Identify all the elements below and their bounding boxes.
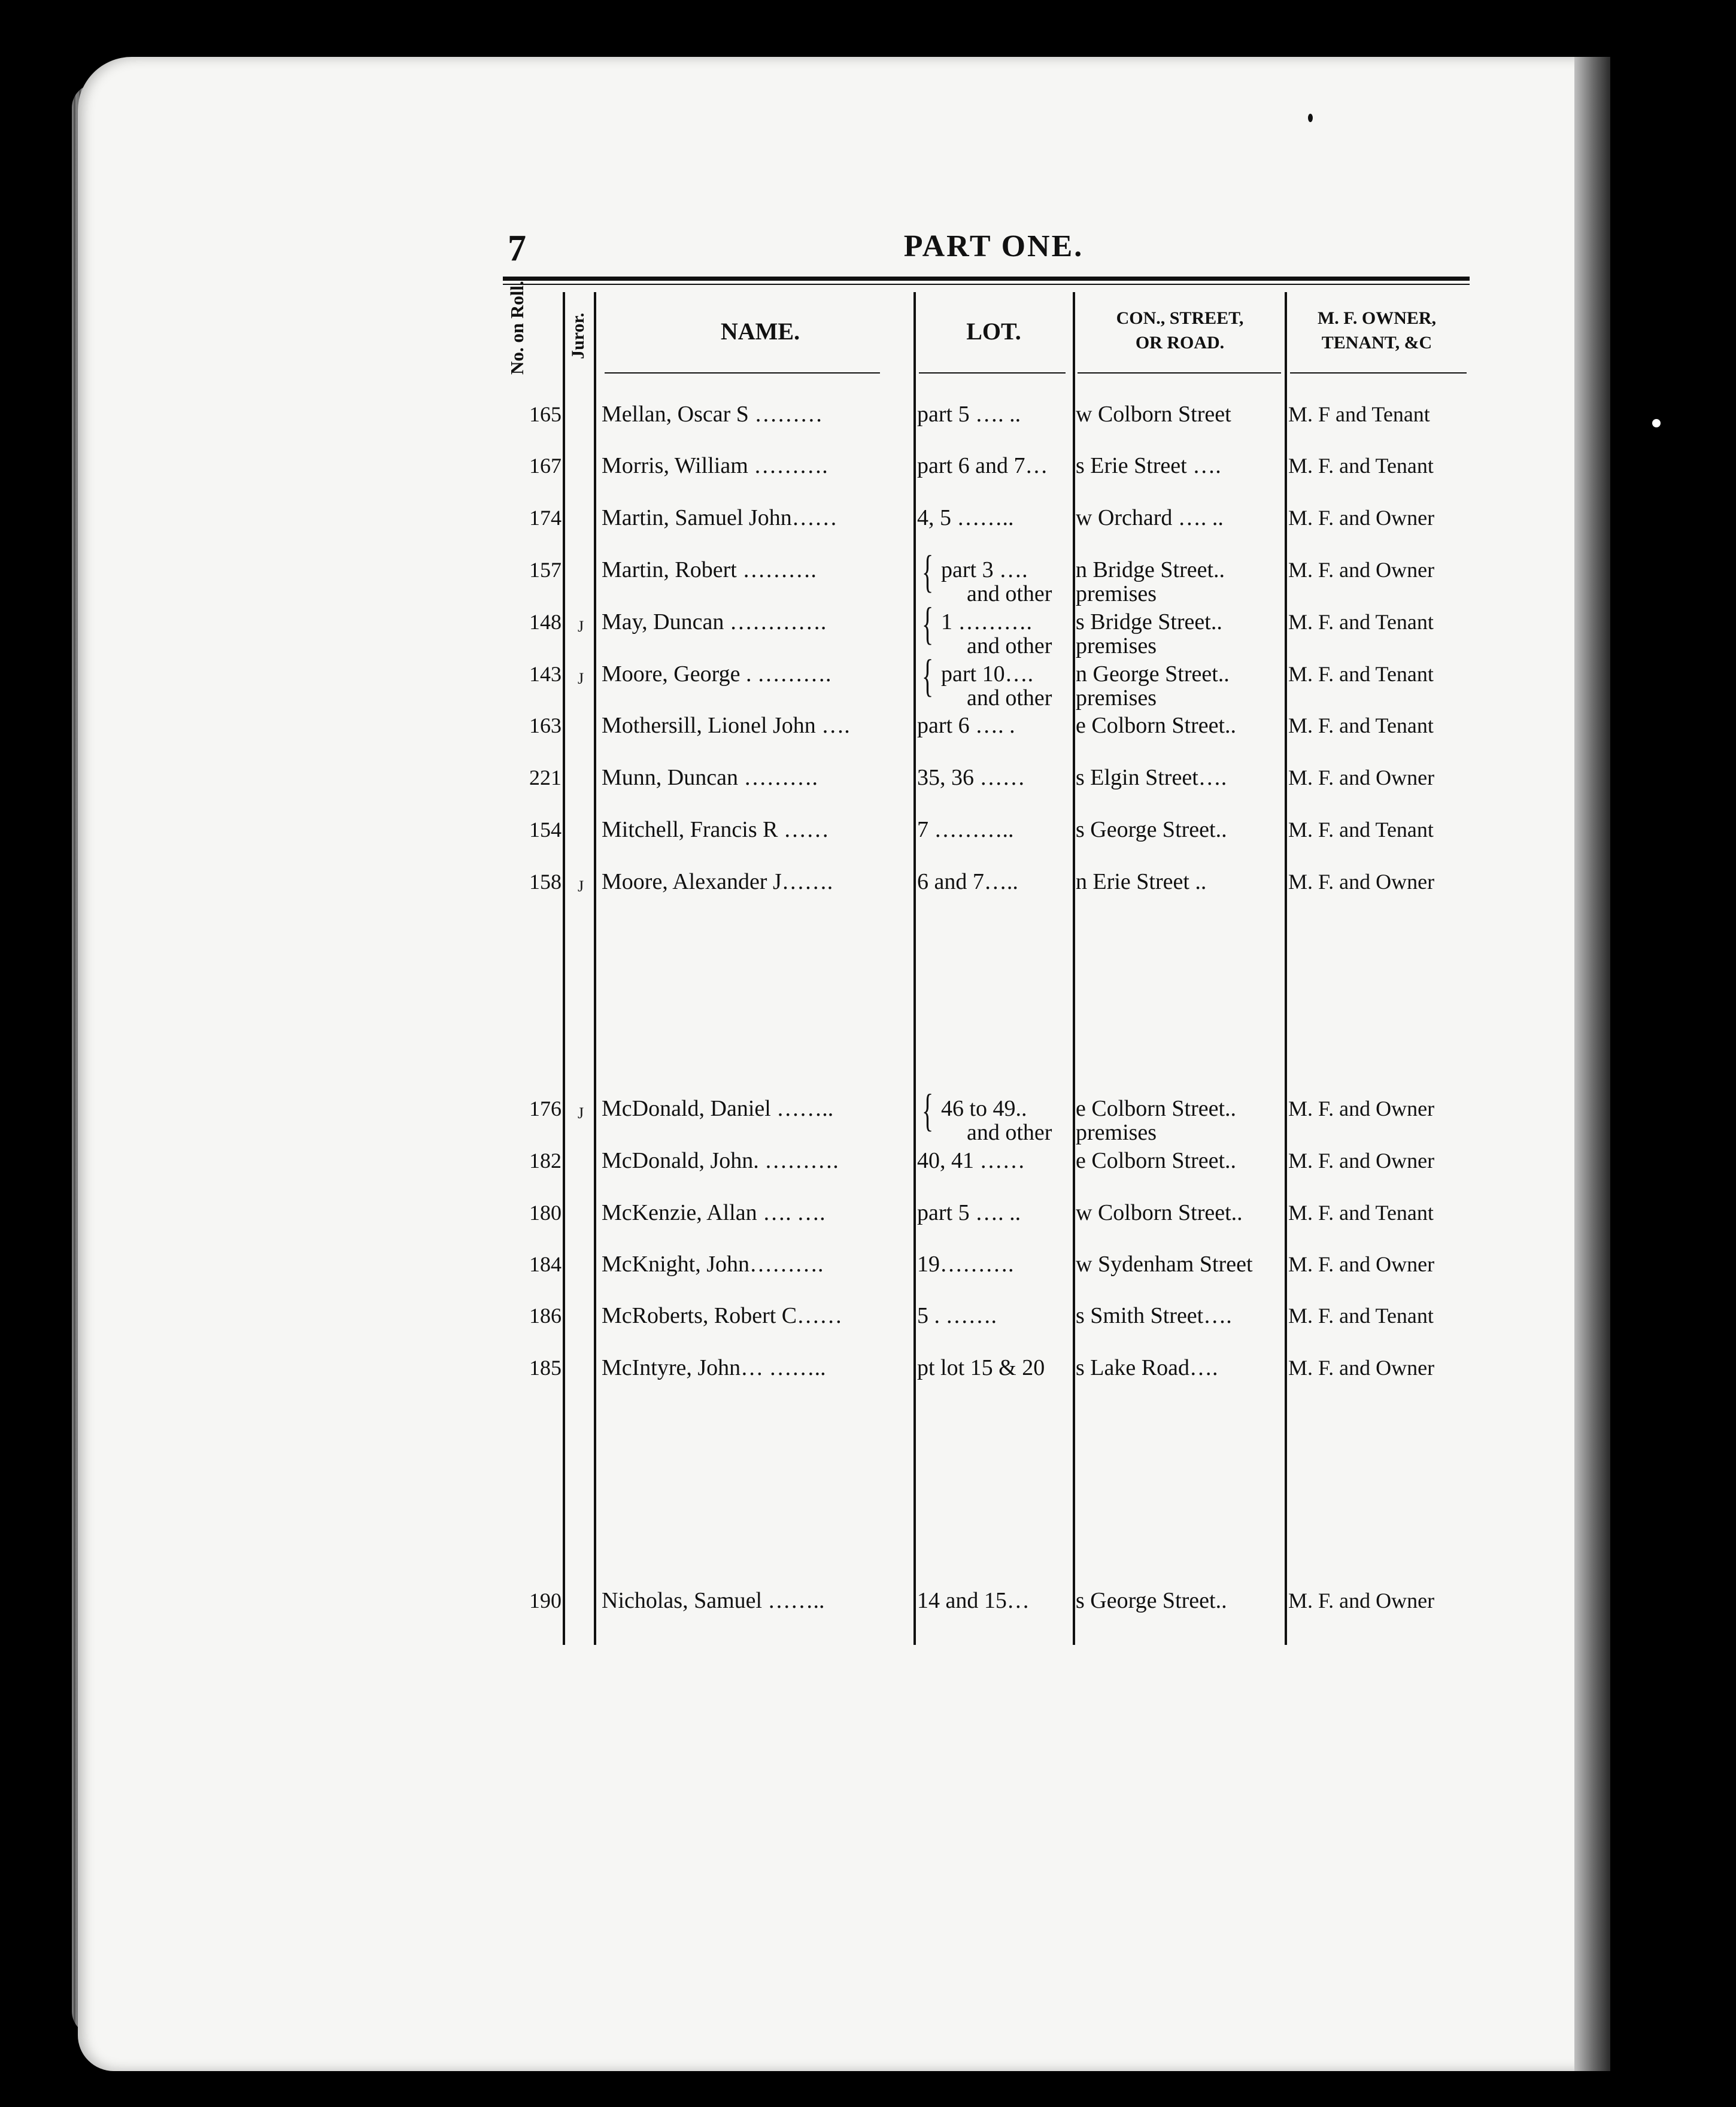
- header-name: NAME.: [720, 318, 800, 345]
- roll-number: 184: [529, 1252, 562, 1276]
- lot-cell: 4, 5 ……..: [917, 505, 1014, 530]
- header-underline-owner: [1290, 372, 1467, 374]
- street-cell: n Bridge Street..: [1076, 557, 1225, 582]
- status-cell: M. F. and Owner: [1288, 1097, 1435, 1121]
- lot-cell: 14 and 15…: [917, 1588, 1030, 1613]
- roll-number: 158: [529, 870, 562, 894]
- lot-cell: pt lot 15 & 20: [917, 1355, 1045, 1380]
- lot-cell: 7 ………..: [917, 817, 1014, 842]
- street-continuation: premises: [1076, 633, 1157, 658]
- lot-continuation: and other: [967, 685, 1052, 711]
- header-underline-lot: [919, 372, 1066, 374]
- dust-speck: [1652, 419, 1661, 427]
- street-continuation: premises: [1076, 685, 1157, 711]
- name-cell: May, Duncan ………….: [602, 609, 827, 634]
- street-cell: w Orchard …. ..: [1076, 505, 1224, 530]
- roll-number: 163: [529, 714, 562, 737]
- header-street-2: OR ROAD.: [1135, 333, 1225, 353]
- street-cell: s Elgin Street….: [1076, 765, 1227, 790]
- street-cell: n George Street..: [1076, 661, 1230, 687]
- header-street-1: CON., STREET,: [1116, 308, 1244, 328]
- lot-cell: 5 . …….: [917, 1303, 997, 1328]
- street-cell: s Smith Street….: [1076, 1303, 1232, 1328]
- roll-number: 185: [529, 1356, 562, 1380]
- roll-number: 174: [529, 506, 562, 530]
- status-cell: M. F. and Owner: [1288, 766, 1435, 790]
- street-continuation: premises: [1076, 1120, 1157, 1145]
- status-cell: M. F. and Owner: [1288, 1252, 1435, 1276]
- street-cell: w Sydenham Street: [1076, 1252, 1253, 1277]
- lot-brace: {: [922, 650, 934, 702]
- lot-cell: 19……….: [917, 1252, 1014, 1277]
- column-rule-roll: [563, 292, 565, 1645]
- street-continuation: premises: [1076, 581, 1157, 606]
- name-cell: Martin, Samuel John……: [602, 505, 837, 530]
- name-cell: Martin, Robert ……….: [602, 557, 817, 582]
- name-cell: McRoberts, Robert C……: [602, 1303, 843, 1328]
- status-cell: M. F. and Tenant: [1288, 1201, 1434, 1225]
- lot-cell: part 5 …. ..: [917, 402, 1021, 427]
- roll-number: 190: [529, 1589, 562, 1613]
- juror-mark: J: [578, 1104, 584, 1122]
- lot-brace: {: [922, 546, 934, 597]
- name-cell: Moore, Alexander J…….: [602, 869, 833, 894]
- street-cell: e Colborn Street..: [1076, 1148, 1237, 1173]
- lot-cell: part 6 and 7…: [917, 453, 1048, 478]
- column-rule-street: [1285, 292, 1287, 1645]
- juror-mark: J: [578, 618, 584, 635]
- dust-speck: [1308, 114, 1313, 122]
- page-right-edge: [1574, 57, 1610, 2071]
- roll-number: 180: [529, 1201, 562, 1225]
- name-cell: McDonald, Daniel ……..: [602, 1096, 834, 1121]
- name-cell: Nicholas, Samuel ……..: [602, 1588, 825, 1613]
- lot-cell: 6 and 7…..: [917, 869, 1018, 894]
- lot-cell: part 10….: [941, 661, 1034, 687]
- header-underline-name: [605, 372, 880, 374]
- name-cell: Mitchell, Francis R ……: [602, 817, 829, 842]
- status-cell: M. F. and Owner: [1288, 1149, 1435, 1173]
- street-cell: s Lake Road….: [1076, 1355, 1218, 1380]
- street-cell: s George Street..: [1076, 817, 1227, 842]
- street-cell: s Erie Street ….: [1076, 453, 1221, 478]
- name-cell: Mothersill, Lionel John ….: [602, 713, 850, 738]
- document-page: [78, 57, 1592, 2071]
- status-cell: M. F. and Owner: [1288, 558, 1435, 582]
- lot-cell: 35, 36 ……: [917, 765, 1025, 790]
- header-juror: Juror.: [568, 312, 588, 359]
- name-cell: McKnight, John……….: [602, 1252, 824, 1277]
- header-underline-street: [1078, 372, 1281, 374]
- status-cell: M. F. and Tenant: [1288, 662, 1434, 686]
- header-no-on-roll: No. on Roll.: [506, 281, 527, 375]
- status-cell: M. F. and Tenant: [1288, 1304, 1434, 1328]
- name-cell: McDonald, John. ……….: [602, 1148, 839, 1173]
- status-cell: M. F. and Tenant: [1288, 454, 1434, 478]
- header-owner-1: M. F. OWNER,: [1317, 308, 1437, 328]
- status-cell: M. F. and Tenant: [1288, 818, 1434, 842]
- name-cell: McIntyre, John… ……..: [602, 1355, 826, 1380]
- roll-number: 154: [529, 818, 562, 842]
- roll-number: 221: [529, 766, 562, 790]
- header-owner-2: TENANT, &C: [1321, 333, 1432, 353]
- column-rule-name: [913, 292, 916, 1645]
- lot-cell: part 3 ….: [941, 557, 1028, 582]
- street-cell: e Colborn Street..: [1076, 1096, 1237, 1121]
- status-cell: M. F. and Tenant: [1288, 714, 1434, 737]
- page-title: PART ONE.: [903, 229, 1084, 263]
- lot-cell: part 6 …. .: [917, 713, 1015, 738]
- lot-cell: 1 ……….: [941, 609, 1032, 634]
- lot-continuation: and other: [967, 1120, 1052, 1145]
- roll-number: 143: [529, 662, 562, 686]
- header-rule-thick: [503, 277, 1470, 281]
- roll-number: 148: [529, 610, 562, 634]
- status-cell: M. F and Tenant: [1288, 402, 1430, 426]
- status-cell: M. F. and Owner: [1288, 870, 1435, 894]
- lot-brace: {: [922, 598, 934, 649]
- page-number: 7: [508, 228, 526, 269]
- street-cell: w Colborn Street..: [1076, 1200, 1243, 1225]
- lot-brace: {: [922, 1085, 934, 1136]
- name-cell: Munn, Duncan ……….: [602, 765, 818, 790]
- roll-number: 167: [529, 454, 562, 478]
- status-cell: M. F. and Owner: [1288, 1589, 1435, 1613]
- header-lot: LOT.: [966, 318, 1021, 345]
- street-cell: s Bridge Street..: [1076, 609, 1222, 634]
- status-cell: M. F. and Owner: [1288, 1356, 1435, 1380]
- name-cell: Moore, George . ……….: [602, 661, 831, 687]
- roll-number: 186: [529, 1304, 562, 1328]
- column-rule-juror: [594, 292, 596, 1645]
- street-cell: e Colborn Street..: [1076, 713, 1237, 738]
- lot-cell: 40, 41 ……: [917, 1148, 1025, 1173]
- status-cell: M. F. and Tenant: [1288, 610, 1434, 634]
- status-cell: M. F. and Owner: [1288, 506, 1435, 530]
- juror-mark: J: [578, 878, 584, 895]
- street-cell: w Colborn Street: [1076, 402, 1231, 427]
- lot-cell: part 5 …. ..: [917, 1200, 1021, 1225]
- name-cell: McKenzie, Allan …. ….: [602, 1200, 825, 1225]
- header-rule-thin: [503, 284, 1470, 285]
- name-cell: Morris, William ……….: [602, 453, 828, 478]
- lot-continuation: and other: [967, 581, 1052, 606]
- lot-continuation: and other: [967, 633, 1052, 658]
- roll-number: 165: [529, 402, 562, 426]
- lot-cell: 46 to 49..: [941, 1096, 1027, 1121]
- street-cell: s George Street..: [1076, 1588, 1227, 1613]
- roll-number: 182: [529, 1149, 562, 1173]
- street-cell: n Erie Street ..: [1076, 869, 1207, 894]
- name-cell: Mellan, Oscar S ………: [602, 402, 823, 427]
- column-rule-lot: [1073, 292, 1075, 1645]
- juror-mark: J: [578, 670, 584, 687]
- roll-number: 176: [529, 1097, 562, 1121]
- roll-number: 157: [529, 558, 562, 582]
